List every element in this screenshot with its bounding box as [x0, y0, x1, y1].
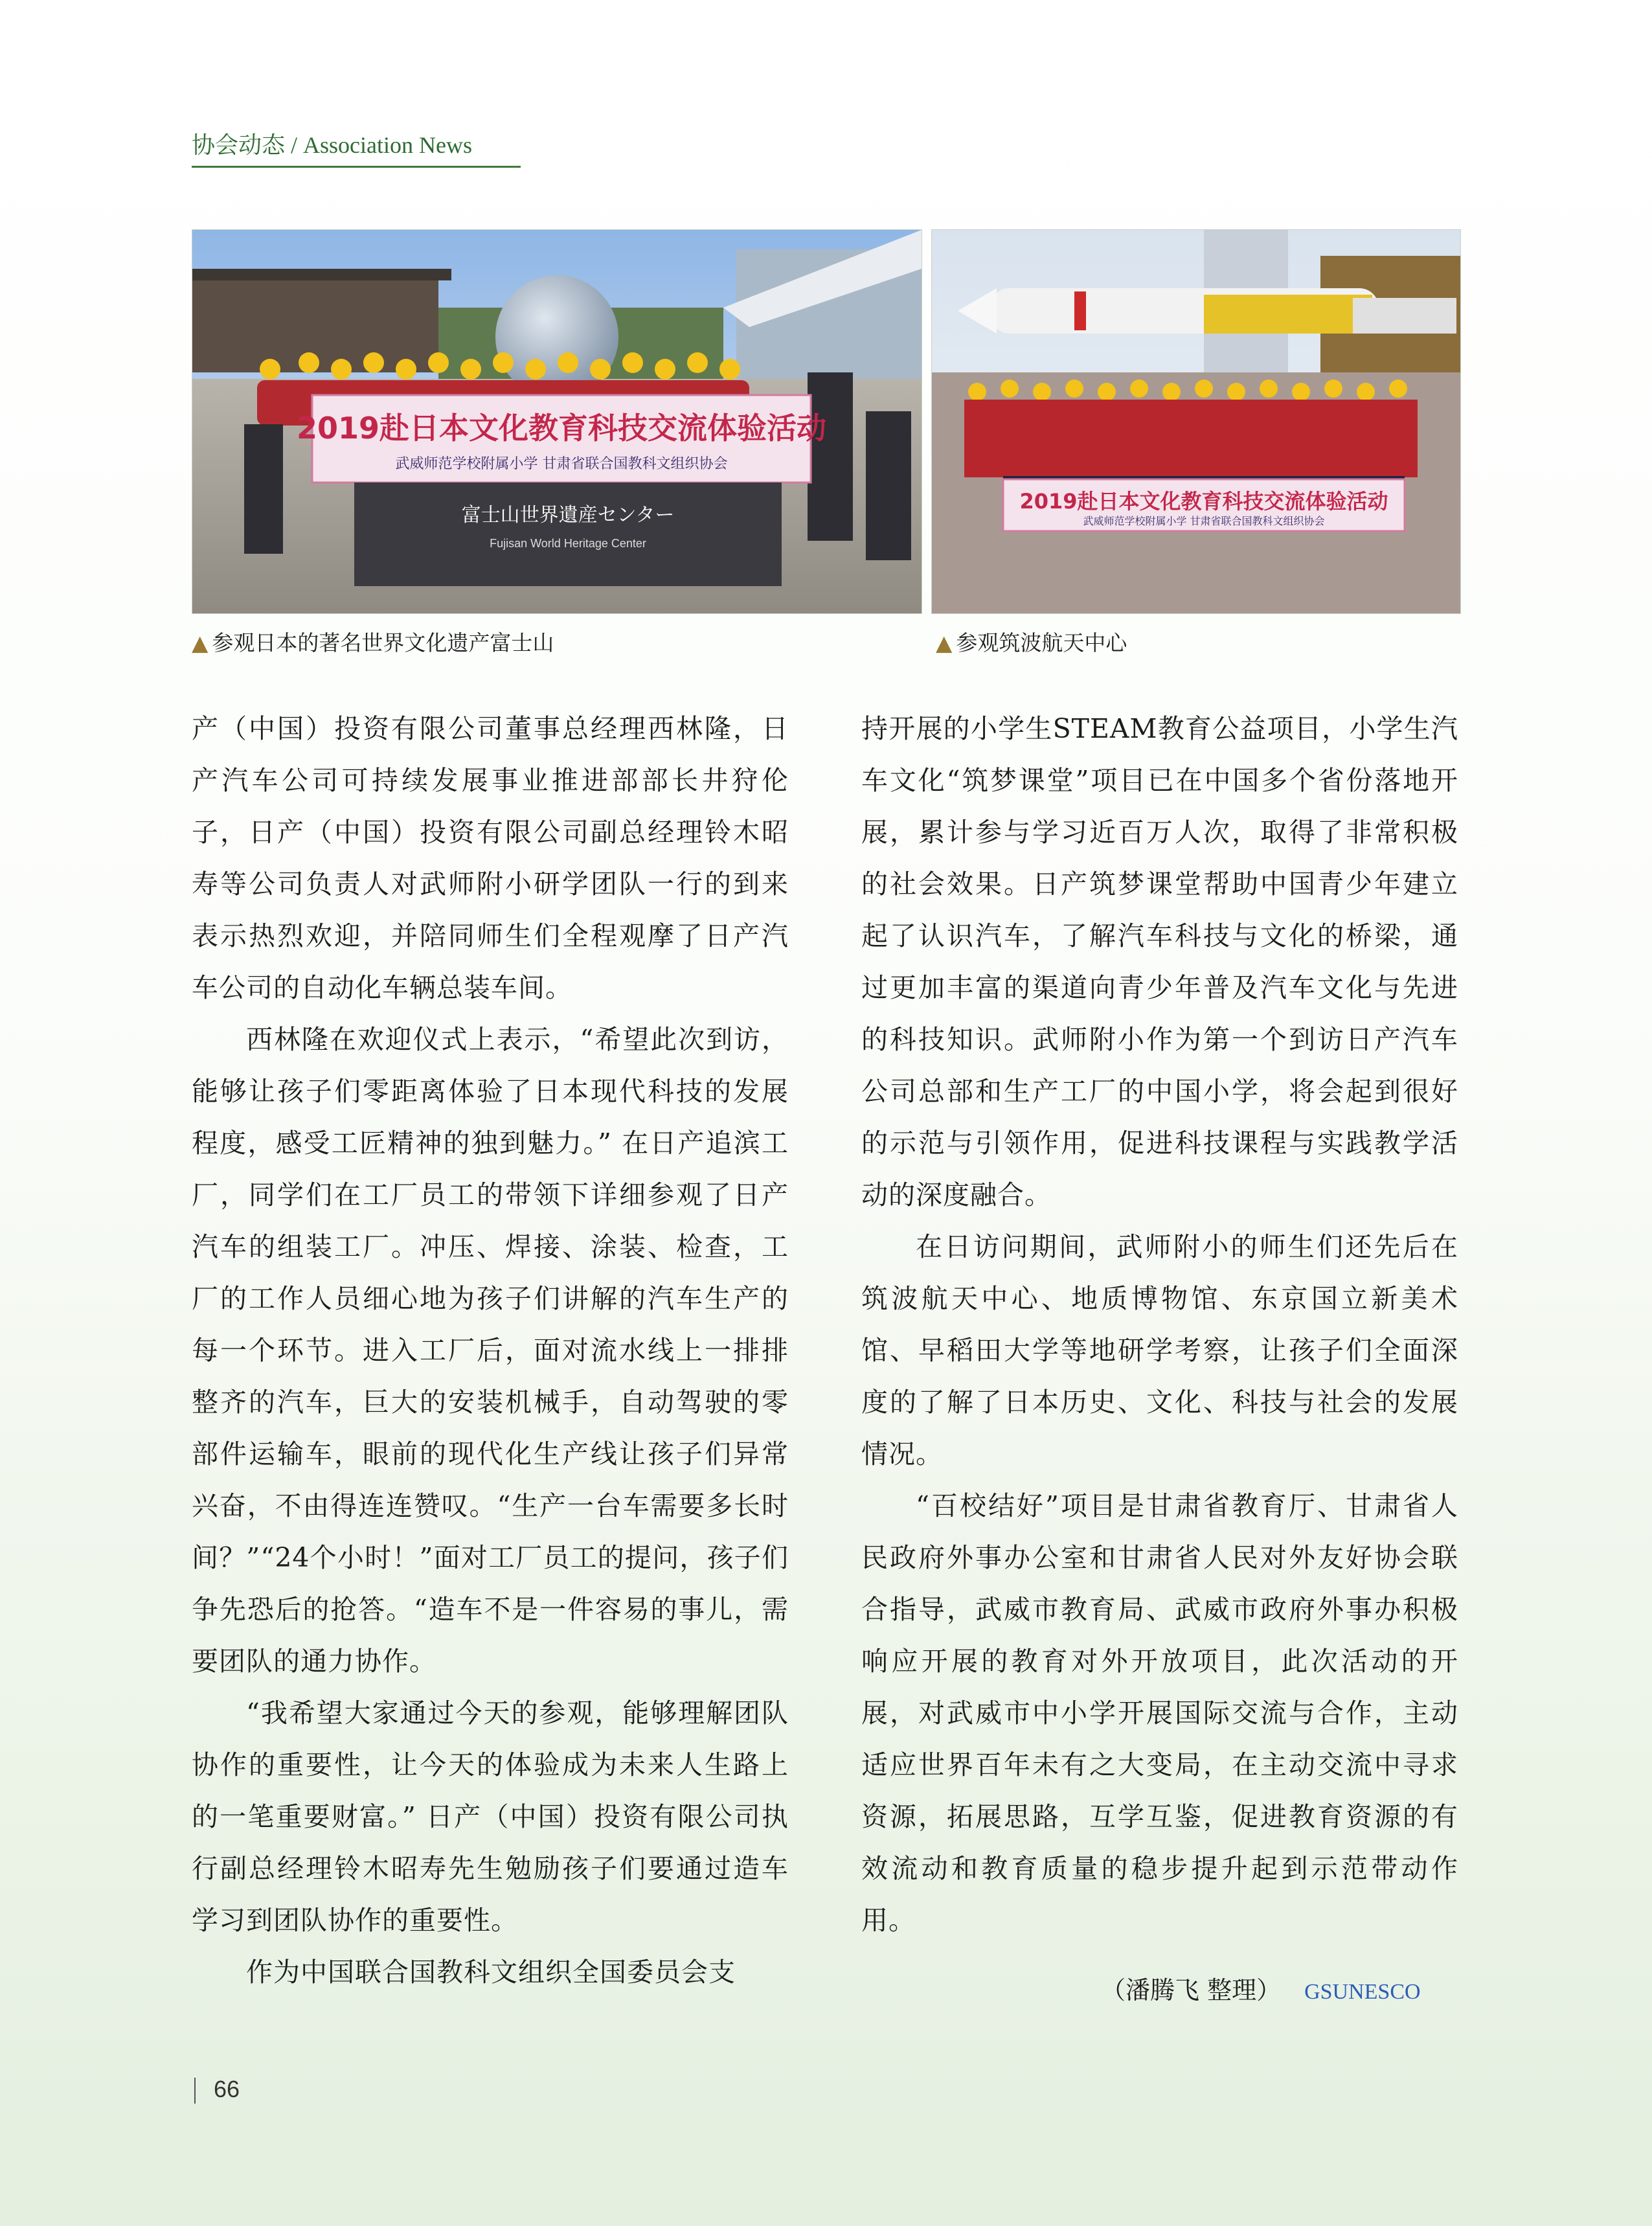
paragraph: “百校结好”项目是甘肃省教育厅、甘肃省人民政府外事办公室和甘肃省人民对外友好协会联合指导，武威市教育局、武威市政府外事办积极响应开展的教育对外开放项目，此次活动的开展，对武威市中小学开展国际交流与合作，主动适应世界百年未有之大变局，在主动交流中寻求资源，拓展思路，互学互鉴，促进教育资源的有效流动和教育质量的稳步提升起到示范带动作用。 [861, 1490, 1458, 1936]
triangle-marker-icon: ▲ [936, 630, 953, 655]
folio-divider [194, 2078, 196, 2104]
page-number: 66 [214, 2076, 240, 2102]
paragraph: 在日访问期间，武师附小的师生们还先后在筑波航天中心、地质博物馆、东京国立新美术馆、早稻田大学等地研学考察，让孩子们全面深度的了解了日本历史、文化、科技与社会的发展情况。 [861, 1231, 1458, 1470]
paragraph: 西林隆在欢迎仪式上表示，“希望此次到访，能够让孩子们零距离体验了日本现代科技的发展程度，感受工匠精神的独到魅力。” 在日产追滨工厂，同学们在工厂员工的带领下详细参观了日产汽车的组装工厂。冲压、焊接、涂装、检查，工厂的工作人员细心地为孩子们讲解的汽车生产的每一个环节。进入工厂后，面对流水线上一排排整齐的汽车，巨大的安装机械手，自动驾驶的零部件运输车，眼前的现代化生产线让孩子们异常兴奋，不由得连连赞叹。“生产一台车需要多长时间？”“24个小时！”面对工厂员工的提问，孩子们争先恐后的抢答。“造车不是一件容易的事儿，需要团队的通力协作。 [192, 1024, 789, 1677]
sign-text-en: Fujisan World Heritage Center [490, 537, 646, 550]
banner-title: 2019赴日本文化教育科技交流体验活动 [296, 411, 827, 446]
photo-tsukuba-space-center [931, 229, 1461, 614]
banner-title: 2019赴日本文化教育科技交流体验活动 [1019, 489, 1388, 514]
paragraph: 产（中国）投资有限公司董事总经理西林隆，日产汽车公司可持续发展事业推进部部长井狩伦子，日产（中国）投资有限公司副总经理铃木昭寿等公司负责人对武师附小研学团队一行的到来表示热烈欢迎，并陪同师生们全程观摩了日产汽车公司的自动化车辆总装车间。 [192, 713, 789, 1003]
caption-text: 参观日本的著名世界文化遗产富士山 [212, 630, 554, 655]
paragraph: 持开展的小学生STEAM教育公益项目，小学生汽车文化“筑梦课堂”项目已在中国多个省份落地开展，累计参与学习近百万人次，取得了非常积极的社会效果。日产筑梦课堂帮助中国青少年建立起了认识汽车，了解汽车科技与文化的桥梁，通过更加丰富的渠道向青少年普及汽车文化与先进的科技知识。武师附小作为第一个到访日产汽车公司总部和生产工厂的中国小学，将会起到很好的示范与引领作用，促进科技课程与实践教学活动的深度融合。 [861, 713, 1458, 1210]
photo-fujisan-heritage-center [192, 229, 922, 614]
caption-text: 参观筑波航天中心 [956, 630, 1127, 655]
author-signature [1101, 1970, 1421, 2006]
section-header: 协会动态 / Association News [192, 132, 472, 158]
triangle-marker-icon: ▲ [192, 630, 209, 655]
signature-text: （潘腾飞 整理） [1101, 1976, 1282, 2005]
paragraph: 作为中国联合国教科文组织全国委员会支 [246, 1957, 736, 1988]
sign-text-jp: 富士山世界遺産センター [461, 504, 675, 527]
photo-caption [192, 626, 554, 657]
banner-subtitle: 武威师范学校附属小学 甘肃省联合国教科文组织协会 [1083, 515, 1325, 527]
photo-caption [936, 626, 1127, 657]
paragraph: “我希望大家通过今天的参观，能够理解团队协作的重要性，让今天的体验成为未来人生路上的一笔重要财富。” 日产（中国）投资有限公司执行副总经理铃木昭寿先生勉励孩子们要通过造车学习到团队协作的重要性。 [192, 1698, 789, 1936]
header-rule [192, 166, 521, 168]
article-column-right [861, 703, 1458, 1946]
banner-subtitle: 武威师范学校附属小学 甘肃省联合国教科文组织协会 [395, 456, 728, 472]
brand-mark: GSUNESCO [1304, 1980, 1421, 2004]
article-column-left [192, 703, 789, 1998]
